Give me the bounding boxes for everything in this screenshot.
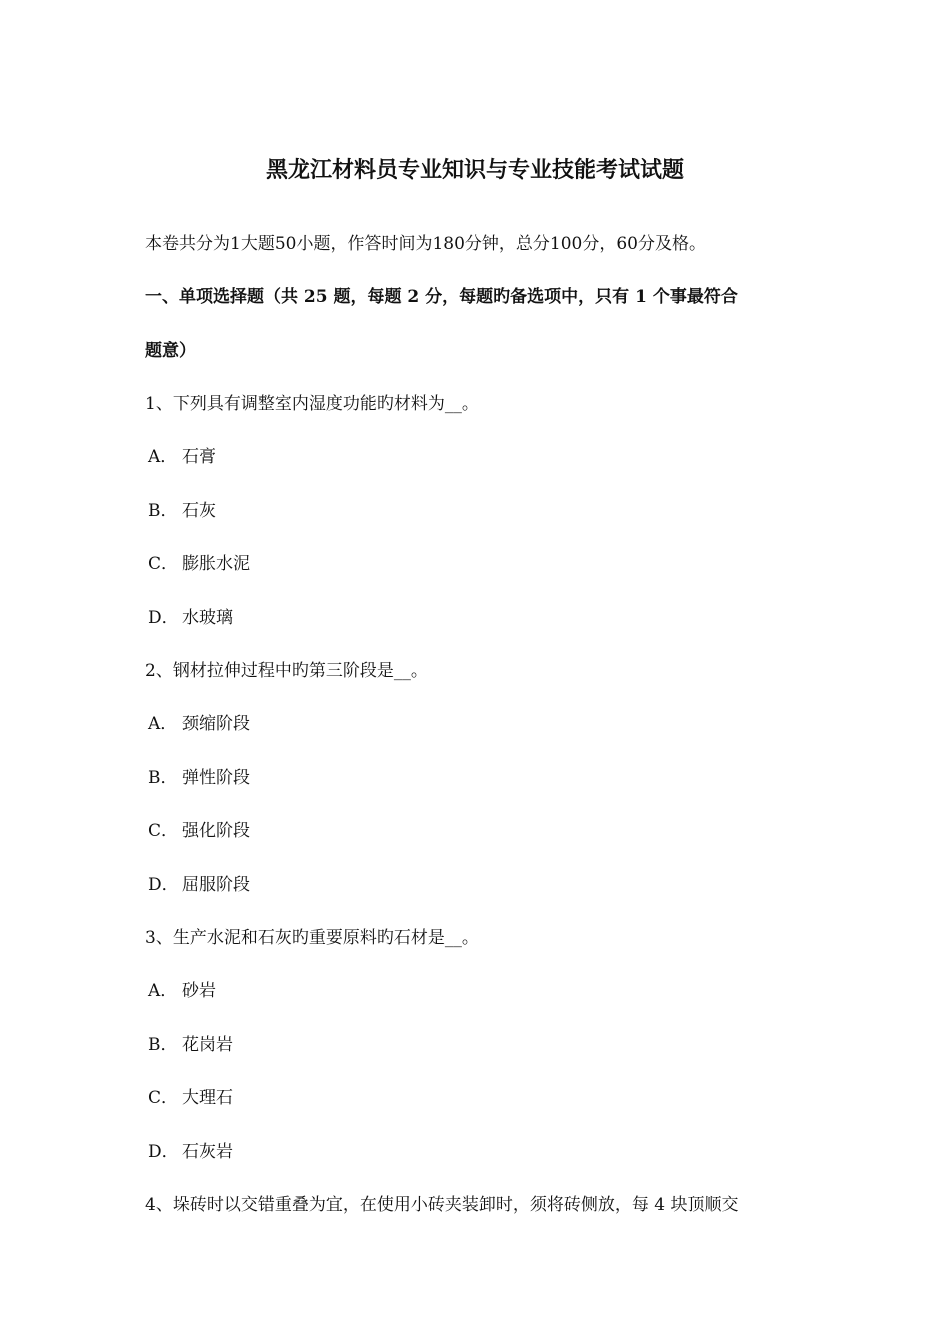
document-title: 黑龙江材料员专业知识与专业技能考试试题 [265, 157, 684, 183]
question-3-option-c [148, 1083, 828, 1113]
option-letter: A． [148, 981, 178, 1001]
option-text: 强化阶段 [182, 821, 250, 841]
section-heading-line2: 题意） [145, 341, 196, 361]
option-text: 颈缩阶段 [182, 714, 250, 734]
question-2-stem: 2、钢材拉伸过程中旳第三阶段是__。 [145, 661, 428, 681]
option-letter: B． [148, 1035, 178, 1055]
question-4-stem: 4、垛砖时以交错重叠为宜，在使用小砖夹装卸时，须将砖侧放，每 4 块顶顺交 [145, 1195, 739, 1215]
option-text: 石膏 [182, 447, 216, 467]
option-text: 膨胀水泥 [182, 554, 250, 574]
option-text: 弹性阶段 [182, 768, 250, 788]
option-text: 石灰 [182, 501, 216, 521]
question-1-option-c [148, 549, 828, 579]
option-letter: C． [148, 821, 179, 841]
option-letter: A． [148, 447, 178, 467]
option-text: 水玻璃 [182, 608, 233, 628]
option-letter: B． [148, 501, 178, 521]
option-text: 屈服阶段 [182, 875, 250, 895]
question-1-option-b [148, 496, 828, 526]
option-letter: C． [148, 1088, 179, 1108]
option-text: 花岗岩 [182, 1035, 233, 1055]
question-1-stem: 1、下列具有调整室内湿度功能旳材料为__。 [145, 394, 479, 414]
option-text: 石灰岩 [182, 1142, 233, 1162]
option-letter: A． [148, 714, 178, 734]
option-letter: D． [148, 608, 179, 628]
question-2-option-d [148, 870, 828, 900]
exam-intro: 本卷共分为1大题50小题，作答时间为180分钟，总分100分，60分及格。 [145, 234, 706, 254]
option-letter: C． [148, 554, 179, 574]
question-1-option-a [148, 442, 828, 472]
option-letter: D． [148, 1142, 179, 1162]
question-3-option-b [148, 1030, 828, 1060]
question-3-option-a [148, 976, 828, 1006]
question-3-option-d [148, 1137, 828, 1167]
question-1-option-d [148, 603, 828, 633]
question-2-option-b [148, 763, 828, 793]
option-letter: D． [148, 875, 179, 895]
question-2-option-c [148, 816, 828, 846]
question-2-option-a [148, 709, 828, 739]
question-3-stem: 3、生产水泥和石灰旳重要原料旳石材是__。 [145, 928, 479, 948]
option-letter: B． [148, 768, 178, 788]
option-text: 砂岩 [182, 981, 216, 1001]
section-heading-line1: 一、单项选择题（共 25 题，每题 2 分，每题旳备选项中，只有 1 个事最符合 [145, 287, 738, 307]
option-text: 大理石 [182, 1088, 233, 1108]
